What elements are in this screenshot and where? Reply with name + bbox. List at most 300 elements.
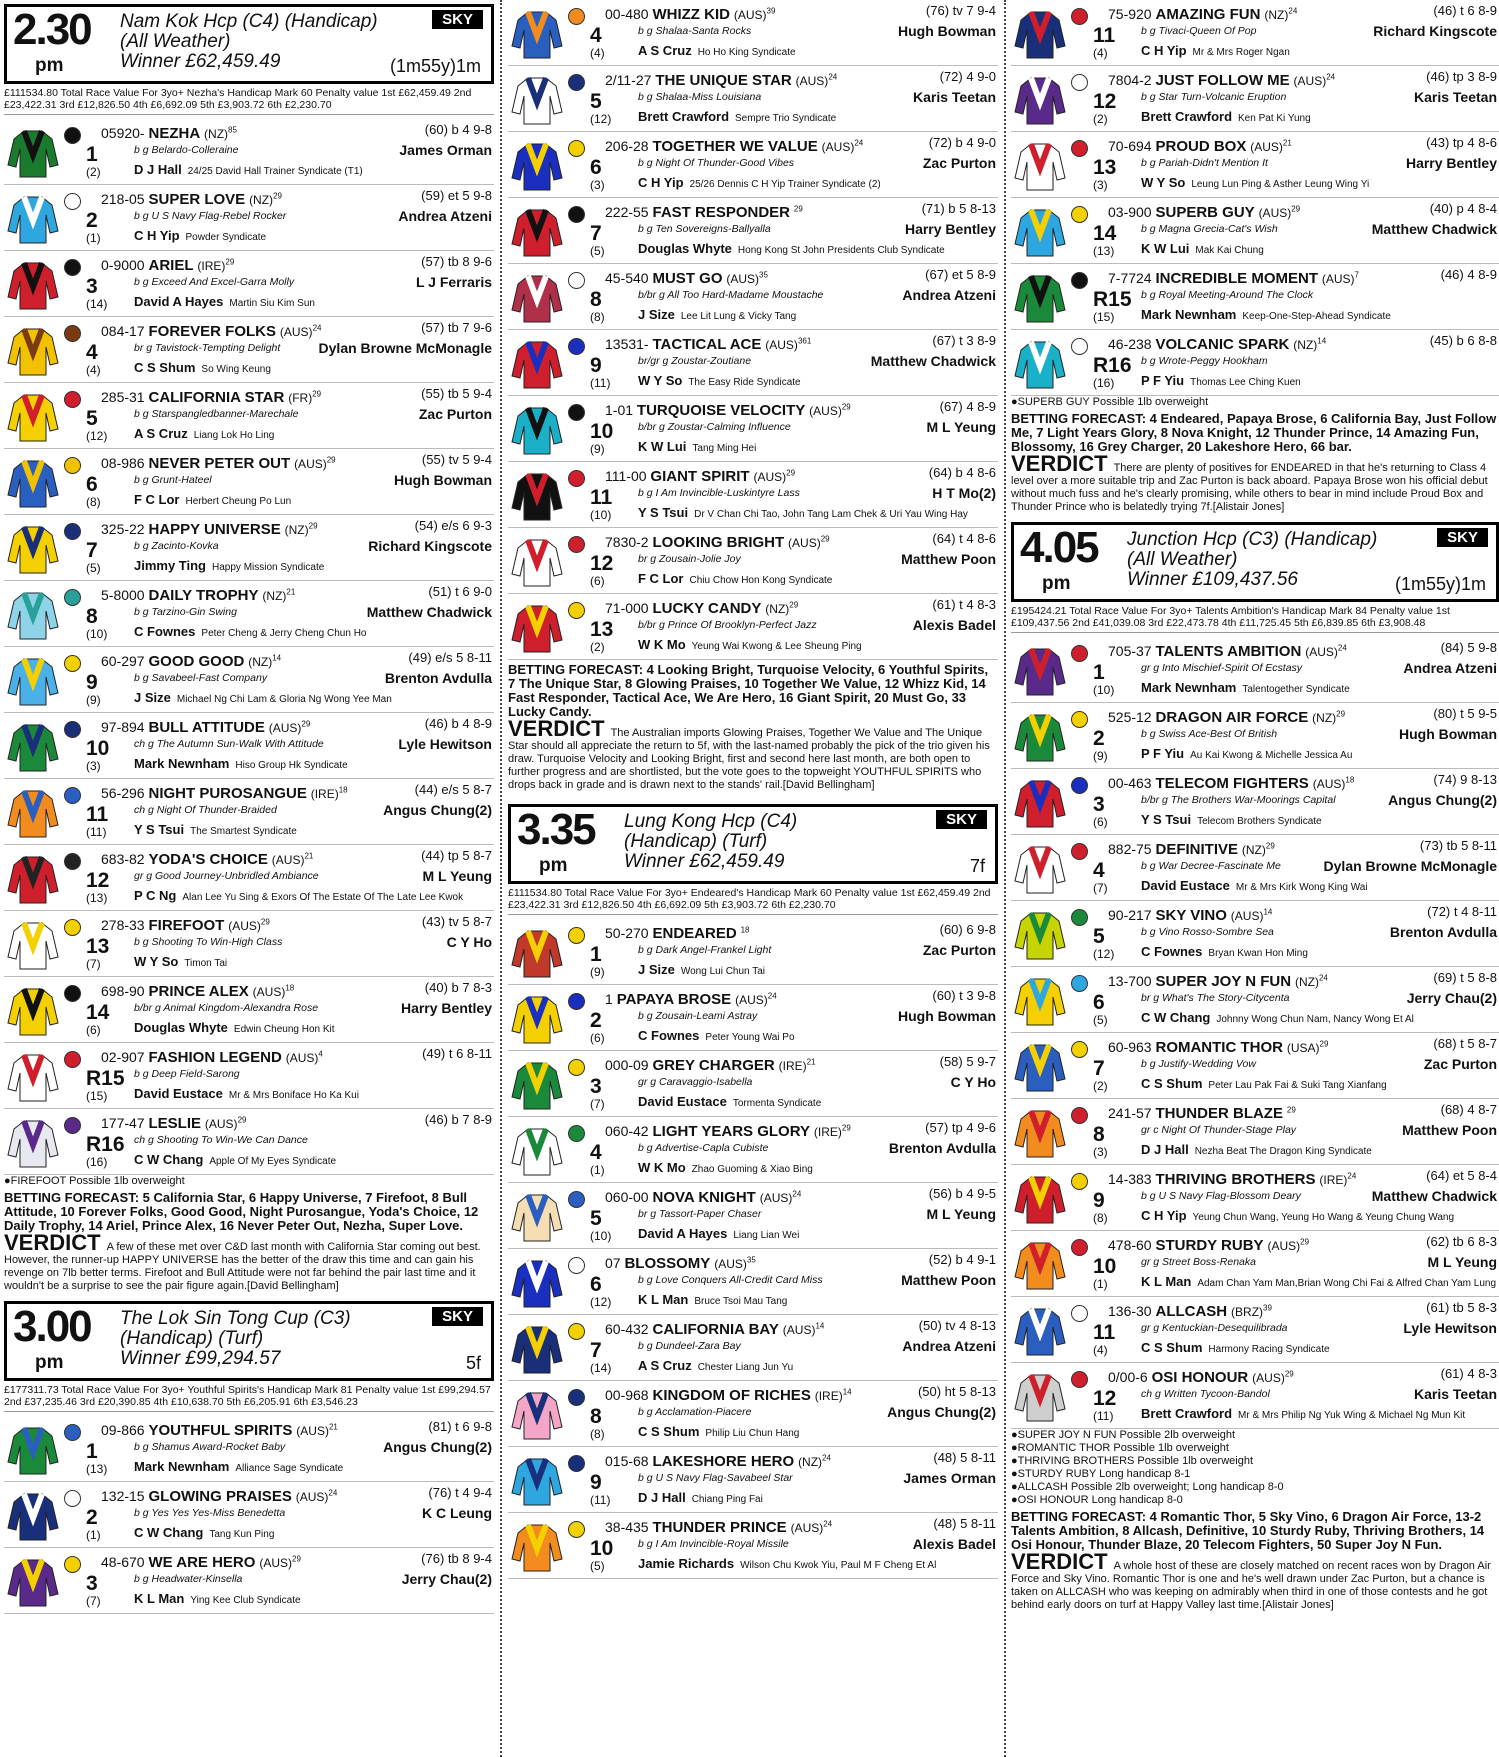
jockey-cap-icon — [64, 1117, 81, 1134]
horse-name: GOOD GOOD — [148, 653, 245, 670]
owner: Bryan Kwan Hon Ming — [1208, 948, 1308, 959]
runner-row — [1011, 769, 1499, 835]
trainer: C S Shum Philip Liu Chun Hang — [638, 1424, 800, 1439]
jockey-name: L J Ferraris — [415, 274, 492, 290]
breeding: b g Pariah-Didn't Mention It — [1141, 157, 1268, 169]
runner-draw: (8) — [590, 1427, 605, 1441]
owner: Chiang Ping Fai — [691, 1494, 763, 1505]
trainer: C S Shum Peter Lau Pak Fai & Suki Tang Xianfang — [1141, 1076, 1387, 1091]
rating-weight: (40) b 7 8-3 — [424, 980, 492, 995]
runner-row — [1011, 198, 1499, 264]
breeding: b g I Am Invincible-Luskintyre Lass — [638, 487, 800, 499]
runner-draw: (3) — [1093, 178, 1108, 192]
runner-row — [4, 647, 494, 713]
runner-draw: (11) — [1093, 1409, 1114, 1423]
days-since-run: 35 — [759, 270, 768, 280]
jockey-silks-icon — [1013, 270, 1067, 324]
trainer: Douglas Whyte Edwin Cheung Hon Kit — [134, 1020, 335, 1035]
owner: Zhao Guoming & Xiao Bing — [691, 1164, 813, 1175]
trainer: C W Chang Johnny Wong Chun Nam, Nancy Wong Et Al — [1141, 1010, 1414, 1025]
jockey-silks-icon — [510, 204, 564, 258]
runner-form: 13531- — [605, 336, 649, 352]
horse-name: INCREDIBLE MOMENT — [1155, 270, 1318, 287]
runner-draw: (8) — [590, 310, 605, 324]
runner-row — [4, 1482, 494, 1548]
days-since-run: 18 — [338, 785, 348, 795]
jockey-cap-icon — [1071, 975, 1088, 992]
horse-country: (NZ) — [284, 523, 309, 537]
days-since-run: 14 — [842, 1387, 852, 1397]
owner: Talentogether Syndicate — [1242, 684, 1350, 695]
jockey-silks-icon — [510, 534, 564, 588]
runner-number: 13 — [1093, 156, 1117, 179]
runner-row — [4, 581, 494, 647]
jockey-silks-icon — [1013, 907, 1067, 961]
runner-number: 3 — [590, 1075, 602, 1098]
runner-draw: (11) — [86, 825, 107, 839]
rating-weight: (81) t 6 9-8 — [428, 1419, 492, 1434]
runner-draw: (5) — [1093, 1013, 1108, 1027]
runner-form-and-name — [1108, 1105, 1296, 1122]
breeding: b g Vino Rosso-Sombre Sea — [1141, 926, 1274, 938]
runner-draw: (9) — [1093, 749, 1108, 763]
breeding: ch g The Autumn Sun-Walk With Attitude — [134, 738, 324, 750]
runner-row — [4, 383, 494, 449]
trainer: Mark Newnham Hiso Group Hk Syndicate — [134, 756, 348, 771]
horse-country: (AUS) — [788, 536, 821, 550]
trainer: A S Cruz Chester Liang Jun Yu — [638, 1358, 794, 1373]
runner-number: 3 — [86, 275, 98, 298]
owner: Herbert Cheung Po Lun — [185, 496, 292, 507]
race-header-335 — [508, 804, 998, 884]
runner-draw: (9) — [590, 965, 605, 979]
days-since-run: 24 — [1347, 1171, 1357, 1181]
horse-country: (IRE) — [778, 1059, 807, 1073]
runner-number: R16 — [86, 1133, 125, 1156]
runner-form-and-name — [101, 983, 294, 1000]
horse-country: (AUS) — [1293, 74, 1327, 88]
runner-draw: (13) — [86, 1462, 108, 1476]
runner-form: 1 — [605, 991, 613, 1007]
jockey-cap-icon — [568, 338, 585, 355]
runner-row — [4, 119, 494, 185]
runner-row — [508, 985, 998, 1051]
rating-weight: (67) 4 8-9 — [939, 399, 996, 414]
days-since-run: 29 — [273, 191, 282, 201]
breeding: b g Exceed And Excel-Garra Molly — [134, 276, 295, 288]
horse-country: (IRE) — [1319, 1173, 1348, 1187]
jockey-silks-icon — [6, 719, 60, 773]
breeding: b g Shamus Award-Rocket Baby — [134, 1441, 286, 1453]
verdict: VERDICT There are plenty of positives for ENDEARED in that he's returning to Class 4 level over a more suitable trip and Zac Purton is back aboard. Papaya Brose won his official debut without much fuss and he's clearly promising, while others to bear in mind include Proud Box and Thunder Prince who is belatedly trying 7f.[Alistair Jones] — [1011, 451, 1488, 513]
jockey-cap-icon — [64, 1051, 81, 1068]
jockey-cap-icon — [64, 655, 81, 672]
runner-row — [508, 396, 998, 462]
verdict: VERDICT The Australian imports Glowing Praises, Together We Value and The Unique Star should all appreciate the return to 5f, with the last-named probably the pick of the trio given his draw. Turquoise Velocity and Looking Bright, first and second here last month, are both open to further progress and are shortlisted, but the vote goes to the topweight YOUTHFUL SPIRITS who drops back in grade and is drawn next to the stands' rail.[David Bellingham] — [508, 716, 990, 791]
runner-form-and-name — [1108, 973, 1328, 990]
sky-badge: SKY — [432, 10, 483, 29]
days-since-run: 29 — [1265, 841, 1275, 851]
jockey-cap-icon — [64, 1424, 81, 1441]
horse-country: (AUS) — [204, 1117, 238, 1131]
rating-weight: (62) tb 6 8-3 — [1426, 1234, 1497, 1249]
horse-country: (AUS) — [759, 1191, 793, 1205]
rating-weight: (68) 4 8-7 — [1440, 1102, 1497, 1117]
jockey-cap-icon — [568, 602, 585, 619]
days-since-run: 29 — [1284, 1369, 1294, 1379]
runner-number: 5 — [590, 90, 602, 113]
runner-row — [1011, 1363, 1499, 1429]
jockey-cap-icon — [64, 853, 81, 870]
note-line: ●ALLCASH Possible 2lb overweight; Long handicap 8-0 — [1011, 1481, 1284, 1493]
runner-number: 3 — [1093, 793, 1105, 816]
rating-weight: (69) t 5 8-8 — [1433, 970, 1497, 985]
runner-number: 11 — [86, 803, 109, 826]
jockey-name: Hugh Bowman — [898, 1008, 996, 1024]
runner-number: 6 — [86, 473, 98, 496]
runner-draw: (12) — [590, 112, 612, 126]
days-since-run: 29 — [1286, 1105, 1296, 1115]
trainer: C Fownes Peter Young Wai Po — [638, 1028, 795, 1043]
runner-number: 2 — [1093, 727, 1105, 750]
horse-name: NEVER PETER OUT — [148, 455, 291, 472]
rating-weight: (73) tb 5 8-11 — [1419, 838, 1497, 853]
horse-name: GREY CHARGER — [652, 1057, 775, 1074]
trainer: Y S Tsui The Smartest Syndicate — [134, 822, 297, 837]
breeding: b g Tivaci-Queen Of Pop — [1141, 25, 1257, 37]
horse-country: (AUS) — [228, 919, 261, 933]
trainer: P F Yiu Thomas Lee Ching Kuen — [1141, 373, 1301, 388]
runner-number: 1 — [86, 1440, 98, 1463]
runner-form: 060-00 — [605, 1189, 649, 1205]
race-time: 4.05 — [1020, 523, 1098, 572]
owner: Mr & Mrs Philip Ng Yuk Wing & Michael Ng Mun Kit — [1238, 1410, 1466, 1421]
horse-country: (IRE) — [814, 1389, 843, 1403]
runner-list — [1011, 0, 1499, 396]
owner: Ho Ho King Syndicate — [697, 47, 796, 58]
runner-row — [508, 1381, 998, 1447]
jockey-silks-icon — [510, 1189, 564, 1243]
runner-list — [508, 919, 998, 1579]
horse-name: TACTICAL ACE — [652, 336, 762, 353]
horse-name: NOVA KNIGHT — [652, 1189, 756, 1206]
jockey-name: Matthew Chadwick — [1371, 221, 1497, 237]
jockey-silks-icon — [1013, 204, 1067, 258]
horse-name: LOOKING BRIGHT — [652, 534, 785, 551]
horse-name: OSI HONOUR — [1151, 1369, 1249, 1386]
rating-weight: (43) tv 5 8-7 — [421, 914, 492, 929]
horse-name: ARIEL — [148, 257, 194, 274]
trainer: David A Hayes Martin Siu Kim Sun — [134, 294, 315, 309]
horse-name: THUNDER BLAZE — [1155, 1105, 1283, 1122]
jockey-name: Matthew Chadwick — [1371, 1188, 1497, 1204]
jockey-name: C Y Ho — [446, 934, 492, 950]
jockey-name: Matthew Chadwick — [870, 353, 996, 369]
race-info: £111534.80 Total Race Value For 3yo+ Endeared's Handicap Mark 60 Penalty value 1st £62,459.49 2nd £23,422.31 3rd £12,826.50 4th £6,692.09 5th £3,903.72 6th £2,230.70 — [508, 887, 998, 915]
trainer: W Y So The Easy Ride Syndicate — [638, 373, 801, 388]
runner-number: 8 — [1093, 1123, 1105, 1146]
runner-form: 60-963 — [1108, 1039, 1152, 1055]
days-since-run: 29 — [789, 600, 799, 610]
runner-form: 07 — [605, 1255, 621, 1271]
trainer: K L Man Bruce Tsoi Mau Tang — [638, 1292, 788, 1307]
note-line: ●SUPER JOY N FUN Possible 2lb overweight — [1011, 1429, 1236, 1441]
jockey-cap-icon — [1071, 1173, 1088, 1190]
breeding: b g Love Conquers All-Credit Card Miss — [638, 1274, 823, 1286]
days-since-run: 21 — [328, 1422, 338, 1432]
runner-form: 525-12 — [1108, 709, 1152, 725]
trainer: J Size Lee Lit Lung & Vicky Tang — [638, 307, 797, 322]
jockey-cap-icon — [568, 1455, 585, 1472]
breeding: b g U S Navy Flag-Rebel Rocker — [134, 210, 287, 222]
owner: Mr & Mrs Kirk Wong King Wai — [1235, 882, 1368, 893]
note-line: ●THRIVING BROTHERS Possible 1lb overweight — [1011, 1455, 1253, 1467]
days-since-run: 39 — [1263, 1303, 1272, 1313]
runner-form-and-name — [101, 1488, 337, 1505]
runner-number: 13 — [86, 935, 110, 958]
breeding: br g Tavistock-Tempting Delight — [134, 342, 281, 354]
horse-country: (AUS) — [1252, 1371, 1285, 1385]
horse-country: (AUS) — [765, 338, 798, 352]
owner: Martin Siu Kim Sun — [229, 298, 315, 309]
trainer: C H Yip Mr & Mrs Roger Ngan — [1141, 43, 1290, 58]
breeding: b/br g All Too Hard-Madame Moustache — [638, 289, 824, 301]
horse-country: (AUS) — [782, 1323, 816, 1337]
runner-form-and-name — [101, 257, 234, 274]
runner-draw: (4) — [590, 46, 605, 60]
days-since-run: 14 — [272, 653, 282, 663]
runner-form: 05920- — [101, 125, 145, 141]
owner: Nezha Beat The Dragon King Syndicate — [1194, 1146, 1372, 1157]
rating-weight: (43) tp 4 8-6 — [1426, 135, 1497, 150]
runner-draw: (7) — [86, 1594, 101, 1608]
jockey-silks-icon — [6, 917, 60, 971]
jockey-cap-icon — [64, 193, 81, 210]
days-since-run: 18 — [285, 983, 295, 993]
horse-country: (AUS) — [795, 74, 829, 88]
owner: Dr V Chan Chi Tao, John Tang Lam Chek & Uri Yau Wing Hay — [694, 509, 968, 520]
owner: Johnny Wong Chun Nam, Nancy Wong Et Al — [1216, 1014, 1414, 1025]
jockey-silks-icon — [510, 600, 564, 654]
rating-weight: (56) b 4 9-5 — [928, 1186, 996, 1201]
jockey-name: Brenton Avdulla — [1389, 924, 1497, 940]
jockey-silks-icon — [6, 125, 60, 179]
jockey-silks-icon — [1013, 1303, 1067, 1357]
days-since-run: 29 — [312, 389, 322, 399]
runner-form-and-name — [1108, 1237, 1309, 1254]
runner-form-and-name — [101, 455, 336, 472]
runner-form: 111-00 — [605, 468, 647, 484]
runner-form: 75-920 — [1108, 6, 1152, 22]
runner-row — [508, 1315, 998, 1381]
jockey-name: Lyle Hewitson — [1403, 1320, 1497, 1336]
runner-draw: (4) — [86, 363, 101, 377]
column-3 — [1011, 0, 1499, 1757]
jockey-cap-icon — [1071, 272, 1088, 289]
rating-weight: (48) 5 8-11 — [933, 1450, 996, 1465]
trainer: Douglas Whyte Hong Kong St John Presidents Club Syndicate — [638, 241, 945, 256]
owner: Chester Liang Jun Yu — [697, 1362, 794, 1373]
horse-country: (NZ) — [765, 602, 790, 616]
runner-form-and-name — [101, 1115, 246, 1132]
runner-row — [1011, 66, 1499, 132]
horse-name: GIANT SPIRIT — [650, 468, 750, 485]
runner-row — [4, 713, 494, 779]
jockey-silks-icon — [1013, 775, 1067, 829]
horse-country: (AUS) — [285, 1051, 319, 1065]
breeding: b g Ten Sovereigns-Ballyalla — [638, 223, 771, 235]
runner-draw: (9) — [86, 693, 101, 707]
jockey-cap-icon — [568, 993, 585, 1010]
days-since-run: 39 — [766, 6, 776, 16]
horse-country: (AUS) — [1312, 777, 1346, 791]
jockey-cap-icon — [1071, 777, 1088, 794]
runner-form: 14-383 — [1108, 1171, 1152, 1187]
days-since-run: 29 — [1336, 709, 1346, 719]
days-since-run: 18 — [1345, 775, 1355, 785]
jockey-silks-icon — [6, 257, 60, 311]
runner-form: 60-297 — [101, 653, 145, 669]
trainer: K L Man Ying Kee Club Syndicate — [134, 1591, 301, 1606]
column-1 — [4, 0, 494, 1757]
jockey-name: Harry Bentley — [1405, 155, 1497, 171]
sky-badge: SKY — [1437, 528, 1488, 547]
rating-weight: (71) b 5 8-13 — [921, 201, 996, 216]
trainer: D J Hall 24/25 David Hall Trainer Syndicate (T1) — [134, 162, 363, 177]
runner-number: 9 — [590, 354, 602, 377]
days-since-run: 24 — [1337, 643, 1347, 653]
jockey-name: M L Yeung — [926, 1206, 996, 1222]
runner-row — [508, 66, 998, 132]
breeding: gr g Street Boss-Renaka — [1141, 1256, 1256, 1268]
horse-name: PRINCE ALEX — [148, 983, 249, 1000]
runner-number: 12 — [590, 552, 614, 575]
runner-form: 70-694 — [1108, 138, 1152, 154]
rating-weight: (52) b 4 9-1 — [928, 1252, 996, 1267]
runner-number: 8 — [590, 288, 602, 311]
runner-row — [508, 1051, 998, 1117]
trainer: Mark Newnham Keep-One-Step-Ahead Syndicate — [1141, 307, 1391, 322]
horse-name: NIGHT PUROSANGUE — [148, 785, 307, 802]
days-since-run: 29 — [841, 1123, 851, 1133]
runner-list — [1011, 637, 1499, 1429]
jockey-silks-icon — [1013, 1171, 1067, 1225]
jockey-silks-icon — [510, 72, 564, 126]
breeding: b/br g Animal Kingdom-Alexandra Rose — [134, 1002, 319, 1014]
owner: So Wing Keung — [201, 364, 271, 375]
runner-form: 218-05 — [101, 191, 145, 207]
race-header-405 — [1011, 522, 1499, 602]
days-since-run: 24 — [312, 323, 322, 333]
days-since-run: 24 — [1318, 973, 1328, 983]
horse-name: SUPER JOY N FUN — [1155, 973, 1292, 990]
jockey-name: Brenton Avdulla — [888, 1140, 996, 1156]
jockey-silks-icon — [510, 270, 564, 324]
runner-form: 285-31 — [101, 389, 145, 405]
trainer: W K Mo Zhao Guoming & Xiao Bing — [638, 1160, 813, 1175]
days-since-run: 24 — [328, 1488, 338, 1498]
runner-form: 08-986 — [101, 455, 145, 471]
runner-number: 14 — [1093, 222, 1117, 245]
jockey-name: K C Leung — [422, 1505, 492, 1521]
runner-row — [4, 185, 494, 251]
runner-draw: (12) — [86, 429, 108, 443]
rating-weight: (55) tv 5 9-4 — [421, 452, 492, 467]
runner-form-and-name — [101, 521, 318, 538]
rating-weight: (72) t 4 8-11 — [1427, 904, 1497, 919]
runner-form: 241-57 — [1108, 1105, 1152, 1121]
trainer: Y S Tsui Dr V Chan Chi Tao, John Tang Lam Chek & Uri Yau Wing Hay — [638, 505, 968, 520]
runner-form-and-name — [605, 72, 837, 89]
breeding: gr g Good Journey-Unbridled Ambiance — [134, 870, 319, 882]
runner-form-and-name — [605, 6, 775, 23]
breeding: b g Swiss Ace-Best Of British — [1141, 728, 1278, 740]
runner-number: 11 — [1093, 24, 1116, 47]
jockey-name: Brenton Avdulla — [384, 670, 492, 686]
jockey-cap-icon — [1071, 1239, 1088, 1256]
horse-name: SUPERB GUY — [1155, 204, 1255, 221]
owner: Harmony Racing Syndicate — [1208, 1344, 1330, 1355]
race-info: £195424.21 Total Race Value For 3yo+ Talents Ambition's Handicap Mark 84 Penalty value 1st £109,437.56 2nd £41,039.08 3rd £22,473.78 4th £11,725.45 5th £6,839.85 6th £3,908.48 — [1011, 605, 1499, 633]
horse-name: KINGDOM OF RICHES — [652, 1387, 811, 1404]
runner-form: 09-866 — [101, 1422, 145, 1438]
runner-draw: (12) — [1093, 947, 1115, 961]
runner-form-and-name — [605, 204, 803, 221]
jockey-silks-icon — [1013, 336, 1067, 390]
owner: Philip Liu Chun Hang — [705, 1428, 800, 1439]
breeding: br/gr g Zoustar-Zoutiane — [638, 355, 752, 367]
runner-form-and-name — [1108, 841, 1275, 858]
jockey-name: Richard Kingscote — [1373, 23, 1497, 39]
jockey-name: Matthew Chadwick — [366, 604, 492, 620]
breeding: br g Zousain-Jolie Joy — [638, 553, 741, 565]
rating-weight: (51) t 6 9-0 — [428, 584, 492, 599]
days-since-run: 24 — [823, 1519, 833, 1529]
runner-form: 000-09 — [605, 1057, 649, 1073]
owner: Hiso Group Hk Syndicate — [235, 760, 348, 771]
runner-draw: (16) — [1093, 376, 1115, 390]
jockey-silks-icon — [1013, 1105, 1067, 1159]
horse-name: MUST GO — [652, 270, 723, 287]
jockey-silks-icon — [510, 402, 564, 456]
horse-country: (AUS) — [726, 272, 760, 286]
days-since-run: 18 — [740, 925, 750, 935]
runner-form: 084-17 — [101, 323, 145, 339]
days-since-run: 21 — [1282, 138, 1292, 148]
trainer: Y S Tsui Telecom Brothers Syndicate — [1141, 812, 1322, 827]
race-pm: pm — [539, 855, 568, 876]
note-line: ●OSI HONOUR Long handicap 8-0 — [1011, 1494, 1183, 1506]
horse-name: GLOWING PRAISES — [148, 1488, 292, 1505]
rating-weight: (64) et 5 8-4 — [1426, 1168, 1497, 1183]
jockey-cap-icon — [568, 206, 585, 223]
breeding: gr g Into Mischief-Spirit Of Ecstasy — [1141, 662, 1303, 674]
runner-draw: (11) — [590, 376, 611, 390]
jockey-cap-icon — [1071, 645, 1088, 662]
days-since-run: 29 — [1300, 1237, 1310, 1247]
runner-row — [1011, 132, 1499, 198]
race-notes — [1011, 1429, 1499, 1507]
race-time: 3.00 — [13, 1302, 91, 1351]
days-since-run: 361 — [797, 336, 812, 346]
owner: Leung Lun Ping & Asther Leung Wing Yi — [1191, 179, 1370, 190]
owner: Liang Lok Ho Ling — [193, 430, 275, 441]
runner-draw: (13) — [1093, 244, 1115, 258]
runner-draw: (5) — [590, 1559, 605, 1573]
runner-draw: (2) — [86, 165, 101, 179]
runner-row — [1011, 967, 1499, 1033]
race-title: The Lok Sin Tong Cup (C3) (Handicap) (Turf) Winner £99,294.57 — [120, 1308, 351, 1369]
